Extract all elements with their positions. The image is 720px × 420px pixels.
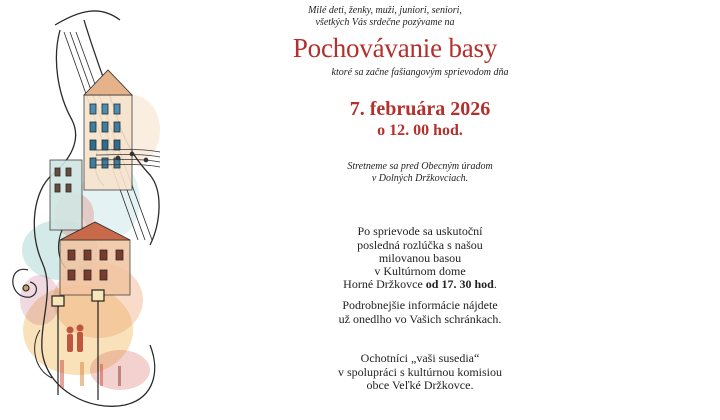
signature-line-2: v spolupráci s kultúrnou komisiou xyxy=(338,365,502,379)
parade-line-4: v Kultúrnom dome xyxy=(374,264,466,278)
meeting-place-line-2: v Dolných Držkovciach. xyxy=(371,173,469,184)
parade-line-1: Po sprievode sa uskutoční xyxy=(357,224,483,238)
info-line-1: Podrobnejšie informácie nájdete xyxy=(342,298,498,312)
meeting-place-line-1: Stretneme sa pred Obecným úradom xyxy=(347,161,493,172)
intro-line-2: všetkých Vás srdečne pozývame na xyxy=(315,17,455,28)
event-time: o 12. 00 hod. xyxy=(377,122,463,139)
parade-line-3: milovanou basou xyxy=(378,251,462,265)
event-title: Pochovávanie basy xyxy=(292,33,498,63)
parade-line-5-time: od 17. 30 hod xyxy=(425,277,494,291)
old-town-buildings xyxy=(50,70,132,295)
info-line-2: už onedlho vo Vašich schránkach. xyxy=(338,312,502,326)
event-date: 7. februára 2026 xyxy=(349,98,491,120)
parade-line-5 xyxy=(300,277,540,292)
signature-line-1: Ochotníci „vaši susedia“ xyxy=(360,351,480,365)
intro-line-1: Milé deti, ženky, muži, juniori, seniori, xyxy=(308,5,462,16)
parade-line-5-period: . xyxy=(493,277,497,291)
parade-line-5-place: Horné Držkovce xyxy=(343,277,426,291)
parade-line-2: posledná rozlúčka s našou xyxy=(357,238,483,252)
signature-line-3: obce Veľké Držkovce. xyxy=(366,378,474,392)
event-subtitle: ktoré sa začne fašiangovým sprievodom dňa xyxy=(331,67,509,78)
